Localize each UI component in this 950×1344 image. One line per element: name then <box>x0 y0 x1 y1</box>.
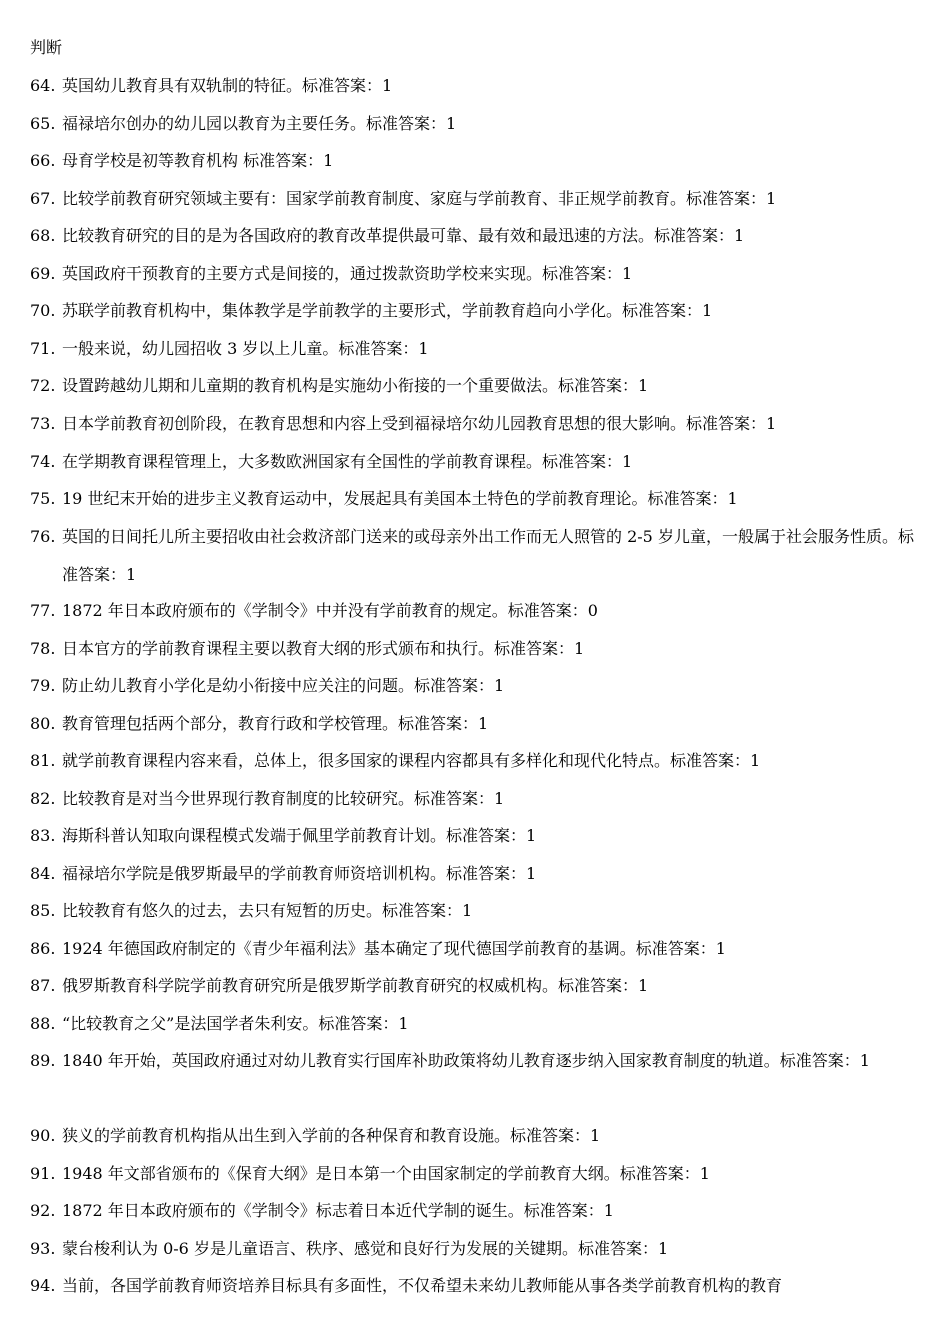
list-item <box>30 667 925 705</box>
item-number: 77. <box>30 601 56 620</box>
item-text: 设置跨越幼儿期和儿童期的教育机构是实施幼小衔接的一个重要做法。标准答案：1 <box>62 376 649 395</box>
item-number: 64. <box>30 76 56 95</box>
list-item <box>30 930 925 968</box>
list-item <box>30 1155 925 1193</box>
item-text: 母育学校是初等教育机构 标准答案：1 <box>62 151 334 170</box>
item-number: 93. <box>30 1239 56 1258</box>
item-text: 海斯科普认知取向课程模式发端于佩里学前教育计划。标准答案：1 <box>62 826 537 845</box>
list-item <box>30 67 925 105</box>
item-number: 74. <box>30 452 56 471</box>
list-item <box>30 817 925 855</box>
item-number: 91. <box>30 1164 56 1183</box>
item-number: 67. <box>30 189 56 208</box>
item-number: 78. <box>30 639 56 658</box>
item-text: 1872 年日本政府颁布的《学制令》标志着日本近代学制的诞生。标准答案：1 <box>62 1201 614 1220</box>
list-item <box>30 892 925 930</box>
item-number: 84. <box>30 864 56 883</box>
item-number: 89. <box>30 1051 56 1070</box>
list-item <box>30 592 925 630</box>
item-text: 日本官方的学前教育课程主要以教育大纲的形式颁布和执行。标准答案：1 <box>62 639 585 658</box>
item-number: 82. <box>30 789 56 808</box>
item-text: 英国幼儿教育具有双轨制的特征。标准答案：1 <box>62 76 393 95</box>
item-number: 66. <box>30 151 56 170</box>
list-item <box>30 330 925 368</box>
list-item <box>30 1042 925 1080</box>
item-text: 英国政府干预教育的主要方式是间接的，通过拨款资助学校来实现。标准答案：1 <box>62 264 633 283</box>
list-item <box>30 705 925 743</box>
item-number: 81. <box>30 751 56 770</box>
item-number: 92. <box>30 1201 56 1220</box>
list-item <box>30 1192 925 1230</box>
item-number: 72. <box>30 376 56 395</box>
item-text: 教育管理包括两个部分，教育行政和学校管理。标准答案：1 <box>62 714 489 733</box>
item-number: 80. <box>30 714 56 733</box>
list-item <box>30 855 925 893</box>
list-item <box>30 780 925 818</box>
item-text: 蒙台梭利认为 0-6 岁是儿童语言、秩序、感觉和良好行为发展的关键期。标准答案：1 <box>62 1239 669 1258</box>
item-text: 比较教育研究的目的是为各国政府的教育改革提供最可靠、最有效和最迅速的方法。标准答案：1 <box>62 226 745 245</box>
list-item <box>30 1005 925 1043</box>
list-item <box>30 967 925 1005</box>
item-number: 83. <box>30 826 56 845</box>
list-item <box>30 180 925 218</box>
item-number: 79. <box>30 676 56 695</box>
item-text: 一般来说，幼儿园招收 3 岁以上儿童。标准答案：1 <box>62 339 429 358</box>
list-item <box>30 105 925 143</box>
list-item <box>30 630 925 668</box>
list-item <box>30 443 925 481</box>
item-text: 1948 年文部省颁布的《保育大纲》是日本第一个由国家制定的学前教育大纲。标准答案：1 <box>62 1164 710 1183</box>
item-text: 狭义的学前教育机构指从出生到入学前的各种保育和教育设施。标准答案：1 <box>62 1126 601 1145</box>
list-item <box>30 1230 925 1268</box>
list-item <box>30 367 925 405</box>
item-text: 福禄培尔创办的幼儿园以教育为主要任务。标准答案：1 <box>62 114 457 133</box>
item-number: 86. <box>30 939 56 958</box>
item-text: 日本学前教育初创阶段，在教育思想和内容上受到福禄培尔幼儿园教育思想的很大影响。标准答案：1 <box>62 414 777 433</box>
list-item <box>30 405 925 443</box>
list-item <box>30 142 925 180</box>
list-item <box>30 518 925 593</box>
item-number: 75. <box>30 489 56 508</box>
item-number: 76. <box>30 527 56 546</box>
item-number: 65. <box>30 114 56 133</box>
item-text: 就学前教育课程内容来看，总体上，很多国家的课程内容都具有多样化和现代化特点。标准答案：1 <box>62 751 761 770</box>
item-text: 当前，各国学前教育师资培养目标具有多面性，不仅希望未来幼儿教师能从事各类学前教育机构的教育 <box>62 1276 783 1295</box>
item-number: 69. <box>30 264 56 283</box>
item-text: 比较教育是对当今世界现行教育制度的比较研究。标准答案：1 <box>62 789 505 808</box>
list-item <box>30 1267 925 1305</box>
item-number: 71. <box>30 339 56 358</box>
item-text: 比较教育有悠久的过去，去只有短暂的历史。标准答案：1 <box>62 901 473 920</box>
section-title: 判断 <box>30 38 63 57</box>
item-text: “比较教育之父”是法国学者朱利安。标准答案：1 <box>62 1014 409 1033</box>
item-text: 1872 年日本政府颁布的《学制令》中并没有学前教育的规定。标准答案：0 <box>62 601 598 620</box>
item-text: 苏联学前教育机构中，集体教学是学前教学的主要形式，学前教育趋向小学化。标准答案：1 <box>62 301 713 320</box>
list-item <box>30 480 925 518</box>
list-item <box>30 217 925 255</box>
item-number: 70. <box>30 301 56 320</box>
item-number: 68. <box>30 226 56 245</box>
item-text: 1924 年德国政府制定的《青少年福利法》基本确定了现代德国学前教育的基调。标准答案：1 <box>62 939 726 958</box>
item-number: 87. <box>30 976 56 995</box>
item-text: 1840 年开始，英国政府通过对幼儿教育实行国库补助政策将幼儿教育逐步纳入国家教育制度的轨道。标准答案：1 <box>62 1051 870 1070</box>
item-number: 85. <box>30 901 56 920</box>
item-text: 俄罗斯教育科学院学前教育研究所是俄罗斯学前教育研究的权威机构。标准答案：1 <box>62 976 649 995</box>
item-number: 73. <box>30 414 56 433</box>
item-text: 英国的日间托儿所主要招收由社会救济部门送来的或母亲外出工作而无人照管的 2-5 岁儿童，一般属于社会服务性质。标准答案：1 <box>62 527 914 584</box>
item-number: 94. <box>30 1276 56 1295</box>
list-item <box>30 292 925 330</box>
item-text: 比较学前教育研究领域主要有：国家学前教育制度、家庭与学前教育、非正规学前教育。标准答案：1 <box>62 189 777 208</box>
item-text: 福禄培尔学院是俄罗斯最早的学前教育师资培训机构。标准答案：1 <box>62 864 537 883</box>
list-item <box>30 742 925 780</box>
item-text: 19 世纪末开始的进步主义教育运动中，发展起具有美国本土特色的学前教育理论。标准答案：1 <box>62 489 738 508</box>
item-text: 防止幼儿教育小学化是幼小衔接中应关注的问题。标准答案：1 <box>62 676 505 695</box>
list-item <box>30 1117 925 1155</box>
item-number: 88. <box>30 1014 56 1033</box>
item-text: 在学期教育课程管理上，大多数欧洲国家有全国性的学前教育课程。标准答案：1 <box>62 452 633 471</box>
list-item <box>30 255 925 293</box>
item-number: 90. <box>30 1126 56 1145</box>
